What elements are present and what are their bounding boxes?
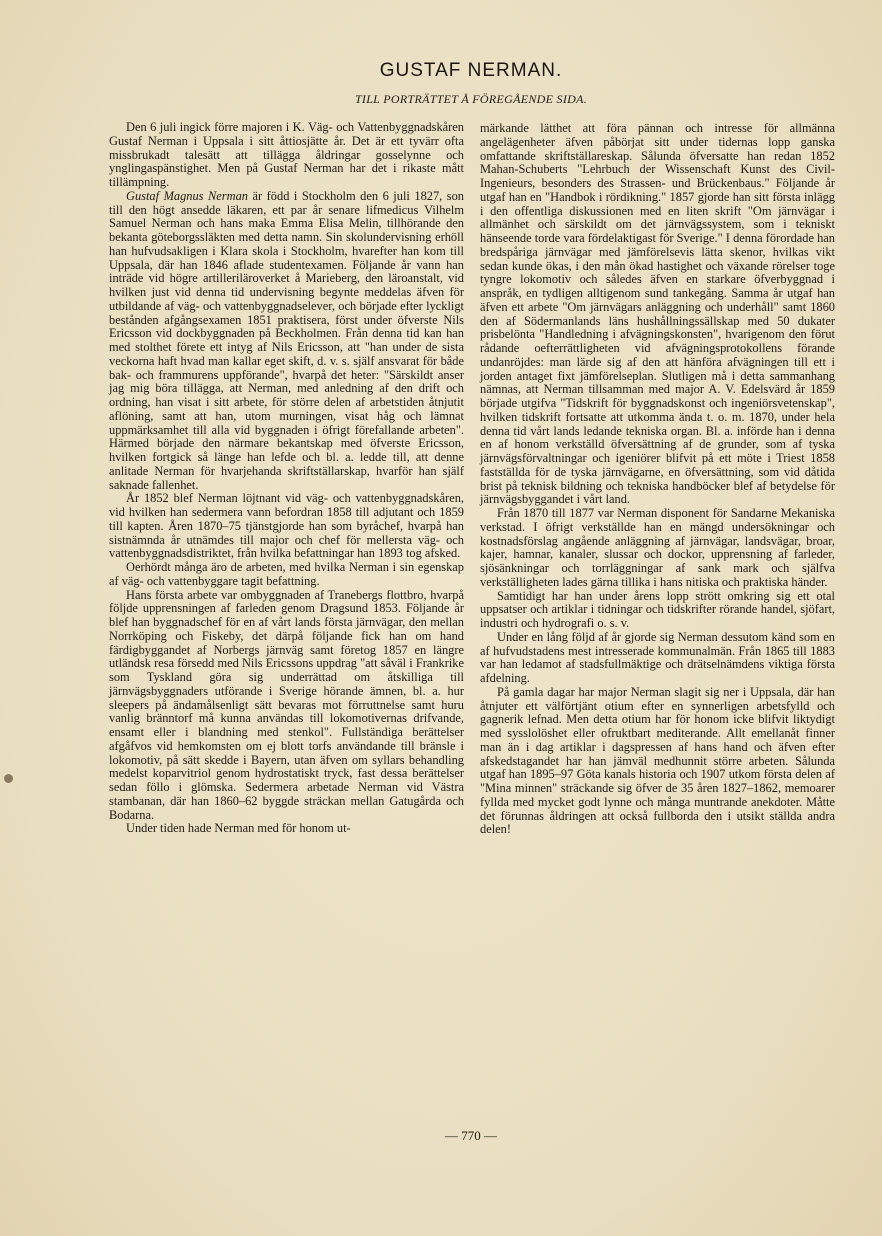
paragraph: Samtidigt har han under årens lopp strött omkring sig ett otal uppsatser och artiklar i tidningar och tidskrifter rörande handel, sjöfart, industri och hydrografi o. s. v. [480,588,835,630]
paper-stain [4,774,13,783]
left-column [109,121,464,836]
page-number: — 770 — [445,1128,497,1143]
paragraph: Under tiden hade Nerman med för honom ut- [126,821,351,836]
paragraph [109,190,464,493]
paragraph: märkande lätthet att föra pännan och intresse för allmänna angelägenheter äfven påbörjat sitt under tidernas lopp ganska omfattande skriftställareskap. Sålunda öfversatte han redan 1852 Mahan-Schuberts "Lehrbuch der Wissenschaft Kunst des Civil-Ingenieurs, besonders des Strassen- und Brückenbaus." Följande år utgaf han en "Handbok i rördikning." 1857 gjorde han sitt första inlägg i den offentliga diskussionen med en liten skrift "Om järnvägar i allmänhet och särskildt om det järnvägssystem, som i tekniskt hänseende torde vara fördelaktigast för Sverige." I denna förordade han bredspåriga järnvägar med jämförelsevis lätta skenor, hvilkas vikt sedan kunde ökas, i den mån ökad hastighet och växande rörelser toge tyngre lokomotiv och således äfven en starkare öfverbyggnad i anspråk, en tydligen alltigenom sund tankegång. Samma år utgaf han äfven ett arbete "Om järnvägars anläggning och underhåll" samt 1860 den af Södermanlands läns hushållningssällskap med 50 dukater prisbelönta "Handledning i afvägningskonsten", hvarigenom den förut rådande oefterrättligheten vid afvägningsprotokollens förande undanröjdes: man lärde sig af den att hänföra afvägningen till ett i jorden antaget fixt jämförelseplan. Slutligen må i detta sammanhang nämnas, att Nerman tillsamman med major A. V. Edelsvärd år 1859 började utgifva "Tidskrift för byggnadskonst och ingeniörsvetenskap", hvilken tidskrift fortsatte att utkomma ända t. o. m. 1870, under hela denna tid vårt lands ledande tekniska organ. Bl. a. införde han i denna en af honom verkställd öfversättning af de grunder, som af tyska järnvägsförvaltningar och igeniörer blifvit på ett möte i Triest 1858 fastställda för de tyska järnvägarne, en öfversättning, som vid dåtida brist på teknisk bildning och tekniska handböcker blef af betydelse för järnvägsbyggandet i vårt land. [480,121,835,507]
paragraph: Oerhördt många äro de arbeten, med hvilka Nerman i sin egenskap af väg- och vattenbyggare tagit befattning. [109,560,464,588]
paragraph: Under en lång följd af år gjorde sig Nerman dessutom känd som en af hufvudstadens mest intresserade kommunalmän. Från 1865 till 1883 var han ledamot af stadsfullmäktige och drätselnämdens viktiga första afdelning. [480,629,835,685]
paragraph-text: är född i Stockholm den 6 juli 1827, son till den högt ansedde läkaren, ett par år senare lifmedicus Vilhelm Samuel Nerman och hans maka Emma Elisa Melin, tillhörande den bekanta göteborgssläkten med detta namn. Sin skolundervisning erhöll han hufvudsakligen i Klara skola i Stockholm, hvarefter han kom till Uppsala, där han 1846 aflade studentexamen. Följande år vann han inträde vid högre artilleriläroverket å Marieberg, den läroanstalt, vid hvilken just vid denna tid undervisning begynte meddelas äfven för utbildande af väg- och vattenbyggnadselever, och började efter lyckligt bestånden afgångsexamen 1851 praktisera, först under öfverste Nils Ericsson vid dockbyggnaden på Beckholmen. Från denna tid kan han med stolthet förete ett intyg af Nils Ericsson, att "han under de sista veckorna haft hvad man kallar eget skift, d. v. s. själf ansvarat för både bak- och frammurens uppförande", hvarpå det heter: "Särskildt anser jag mig böra tillägga, att Nerman, med anledning af den drift och ordning, han visat i sitt arbete, för större delen af arbetstiden åtnjutit aflöning, samt att han, utom murningen, visat håg och lämnat uppmärksamhet till alla vid byggnaden i öfrigt förefallande arbeten". Härmed började den närmare bekantskap med öfverste Ericsson, hvilken fortgick så länge han lefde och bl. a. ledde till, att denne anlitade Nerman för hvarjehanda skriftställarskap, hvarför han själf saknade fallenhet. [109,188,465,492]
article-subtitle: TILL PORTRÄTTET Å FÖREGÅENDE SIDA. [354,92,588,106]
paragraph: Från 1870 till 1877 var Nerman disponent för Sandarne Mekaniska verkstad. I öfrigt verkställde han en mängd undersökningar och kostnadsförslag angående anläggning af järnvägar, landsvägar, broar, kajer, hamnar, kanaler, slussar och dockor, upprensning af farleder, sjösänkningar och torrläggningar af sank mark och själfva verkställigheten lades gärna tillika i hans nitiska och praktiska händer. [480,506,835,589]
paragraph: Den 6 juli ingick förre majoren i K. Väg- och Vattenbyggnadskåren Gustaf Nerman i Uppsala i sitt åttiosjätte år. Det är ett tyvärr ofta missbrukadt talesätt att tillägga åldringar gosselynne och ynglingaspänstighet. Men på Gustaf Nerman har det i rikaste mått tillämpning. [109,120,464,189]
paragraph: På gamla dagar har major Nerman slagit sig ner i Uppsala, där han åtnjuter ett välförtjänt otium efter en synnerligen arbetsfylld och gagnerik lefnad. Men detta otium har för honom icke blifvit liktydigt med sysslolöshet eller ofruktbart mediterande. Allt emellanåt finner man än i dag artiklar i dagspressen af hans hand och äfven efter afskedstagandet har han jämväl medhunnit större arbeten. Sålunda utgaf han 1895–97 Göta kanals historia och 1907 utkom första delen af "Mina minnen" sträckande sig öfver de 35 åren 1827–1862, memoarer fyllda med mycket godt lynne och många muntrande anekdoter. Måtte det förunnas åldringen att också fullborda den i utsikt ställda andra delen! [480,684,835,837]
right-column [480,122,835,837]
paragraph: År 1852 blef Nerman löjtnant vid väg- och vattenbyggnadskåren, vid hvilken han sedermera vann befordran 1858 till adjutant och 1859 till kapten. Åren 1870–75 tjänstgjorde han som byråchef, hvarpå han sistnämnda år utnämdes till major och chef för mellersta väg- och vattenbyggnadsdistriktet, från hvilka befattningar han 1893 tog afsked. [109,491,464,561]
paragraph: Hans första arbete var ombyggnaden af Tranebergs flottbro, hvarpå följde upprensningen af farleden genom Dragsund 1853. Följande år blef han byggnadschef för en af vårt lands första järnvägar, den mellan Norrköping och Fiskeby, det därpå följande fick han om hand färdigbyggandet af Norbergs järnväg samt företog 1857 en längre utländsk resa försedd med Nils Ericssons uppdrag "att såväl i Frankrike som Tyskland göra sig underrättad om åtskilliga till järnvägsbyggnaders utförande i Sverige hörande ämnen, bl. a. hur sleepers på ändamålsenligt sätt bevaras mot förruttnelse samt huru vanlig bränntorf må kunna användas till lokomotivernas drifvande, ensamt eller i blandning med stenkol". Fullständiga berättelser afgåfvos vid hemkomsten om ej blott torfs användande till bränsle i lokomotiv, på sätt skedde i Bayern, utan äfven om syllars behandling medelst koparvitriol genom hydrostatiskt tryck, fast dessa berättelser sedan föllo i glömska. Sedermera arbetade Nerman vid Västra stambanan, där han 1860–62 byggde sträckan mellan Gatugårda och Bodarna. [109,587,464,822]
article-title: GUSTAF NERMAN. [379,60,563,81]
italic-name: Gustaf Magnus Nerman [126,188,248,203]
